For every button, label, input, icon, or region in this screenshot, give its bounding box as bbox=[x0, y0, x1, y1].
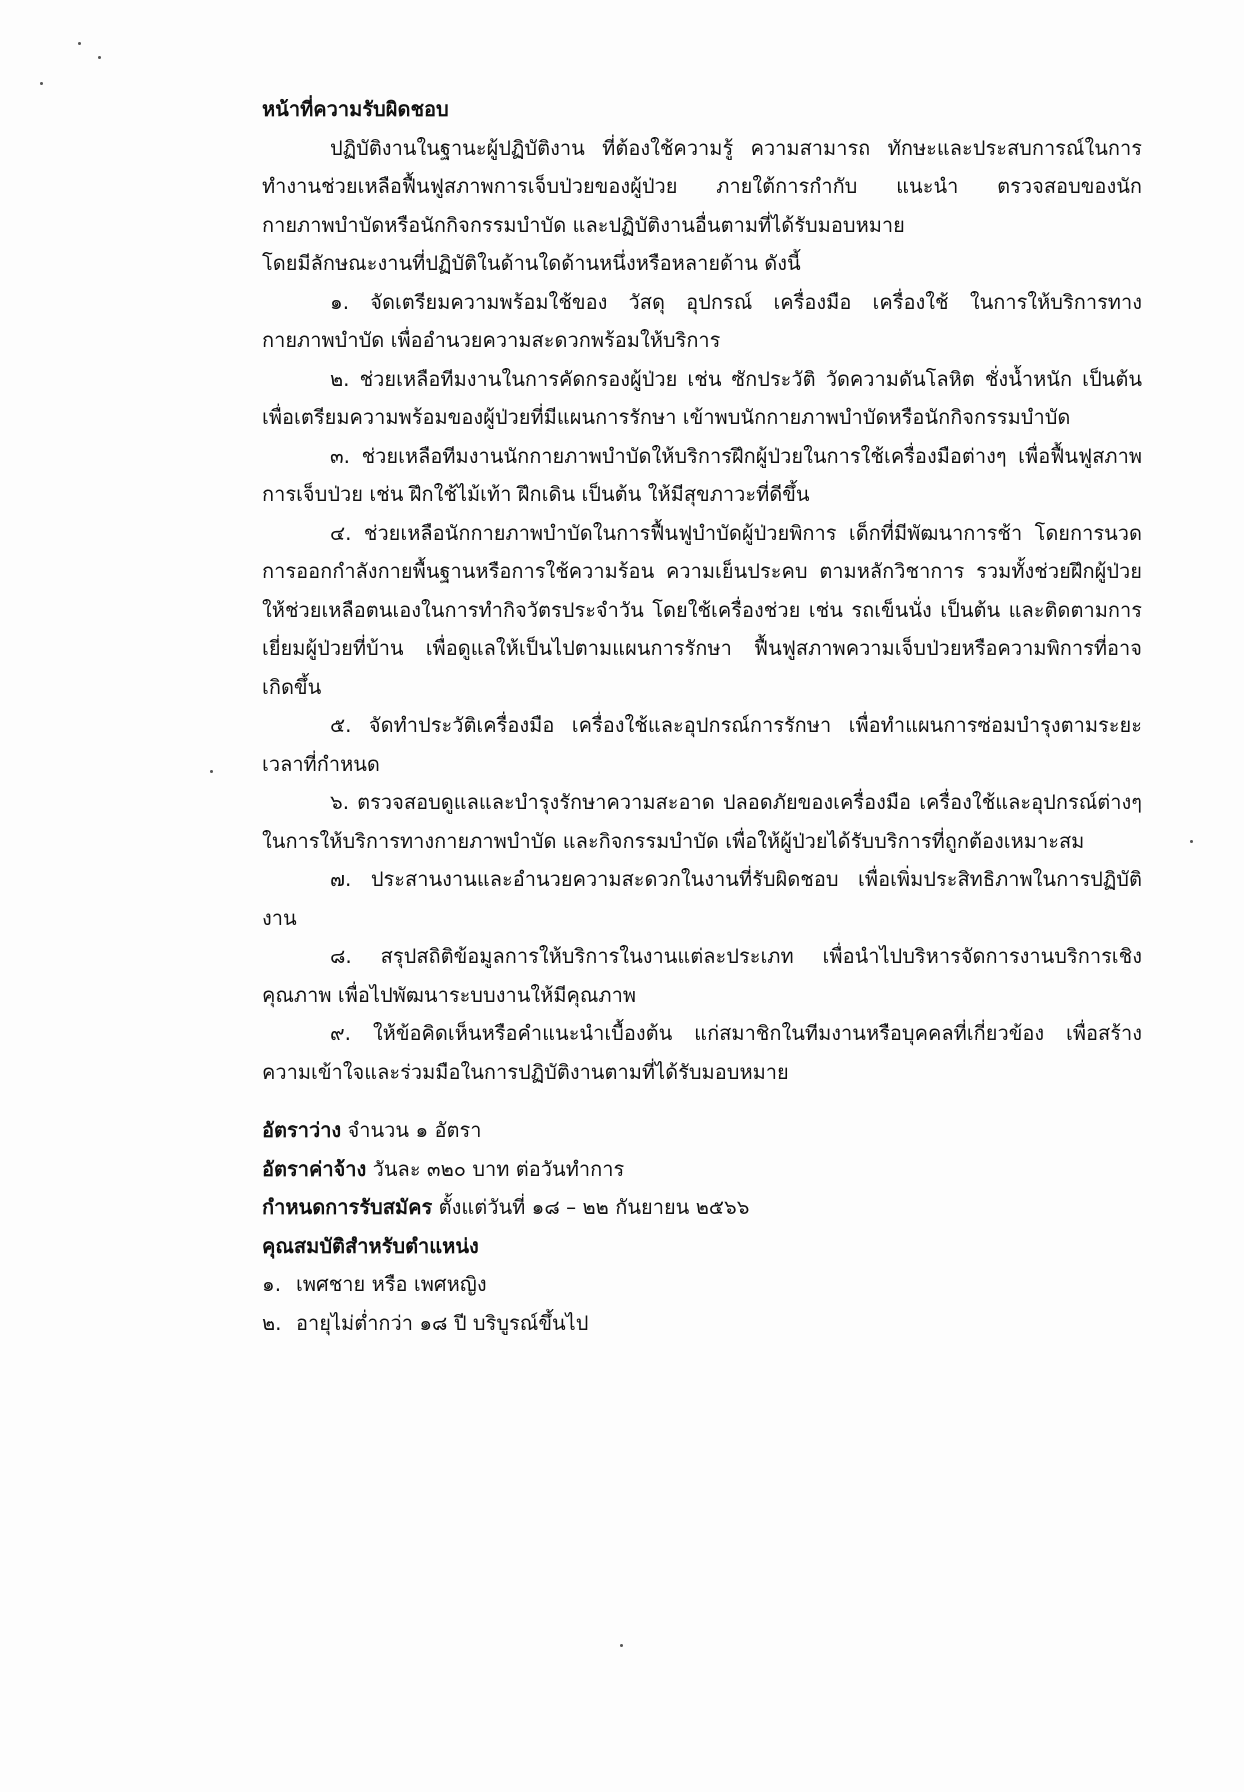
duty-item: ๘. สรุปสถิติข้อมูลการให้บริการในงานแต่ละประเภท เพื่อนำไปบริหารจัดการงานบริการเชิงคุณภาพ เพื่อไปพัฒนาระบบงานให้มีคุณภาพ bbox=[262, 944, 1142, 1007]
vacancy-line bbox=[262, 1111, 1142, 1150]
duty-item: ๓. ช่วยเหลือทีมงานนักกายภาพบำบัดให้บริการฝึกผู้ป่วยในการใช้เครื่องมือต่างๆ เพื่อฟื้นฟูสภาพการเจ็บป่วย เช่น ฝึกใช้ไม้เท้า ฝึกเดิน เป็นต้น ให้มีสุขภาวะที่ดีขึ้น bbox=[262, 443, 1142, 506]
scan-speck bbox=[98, 56, 101, 59]
application-period-value: ตั้งแต่วันที่ ๑๘ – ๒๒ กันยายน ๒๕๖๖ bbox=[432, 1195, 750, 1219]
qualification-number: ๑. bbox=[262, 1272, 282, 1296]
application-period-label: กำหนดการรับสมัคร bbox=[262, 1195, 433, 1219]
duty-item: ๑. จัดเตรียมความพร้อมใช้ของ วัสดุ อุปกรณ์ เครื่องมือ เครื่องใช้ ในการให้บริการทางกายภาพบำบัด เพื่ออำนวยความสะดวกพร้อมให้บริการ bbox=[262, 289, 1142, 352]
section-gap bbox=[262, 1091, 1142, 1111]
vacancy-value: จำนวน ๑ อัตรา bbox=[341, 1118, 482, 1142]
duties-heading: หน้าที่ความรับผิดชอบ bbox=[262, 97, 449, 121]
scan-speck bbox=[620, 1644, 623, 1647]
scan-speck bbox=[1190, 840, 1193, 843]
duties-intro: ปฏิบัติงานในฐานะผู้ปฏิบัติงาน ที่ต้องใช้ความรู้ ความสามารถ ทักษะและประสบการณ์ในการทำงานช่วยเหลือฟื้นฟูสภาพการเจ็บป่วยของผู้ป่วย ภายใต้การกำกับ แนะนำ ตรวจสอบของนักกายภาพบำบัดหรือนักกิจกรรมบำบัด และปฏิบัติงานอื่นตามที่ได้รับมอบหมาย bbox=[262, 135, 1142, 237]
qualification-text: เพศชาย หรือ เพศหญิง bbox=[296, 1272, 487, 1296]
duty-item: ๙. ให้ข้อคิดเห็นหรือคำแนะนำเบื้องต้น แก่สมาชิกในทีมงานหรือบุคคลที่เกี่ยวข้อง เพื่อสร้างความเข้าใจและร่วมมือในการปฏิบัติงานตามที่ได้รับมอบหมาย bbox=[262, 1021, 1142, 1084]
duty-item: ๗. ประสานงานและอำนวยความสะดวกในงานที่รับผิดชอบ เพื่อเพิ่มประสิทธิภาพในการปฏิบัติงาน bbox=[262, 867, 1142, 930]
duty-item: ๔. ช่วยเหลือนักกายภาพบำบัดในการฟื้นฟูบำบัดผู้ป่วยพิการ เด็กที่มีพัฒนาการช้า โดยการนวดการออกกำลังกายพื้นฐานหรือการใช้ความร้อน ความเย็นประคบ ตามหลักวิชาการ รวมทั้งช่วยฝึกผู้ป่วยให้ช่วยเหลือตนเองในการทำกิจวัตรประจำวัน โดยใช้เครื่องช่วย เช่น รถเข็นนั่ง เป็นต้น และติดตามการเยี่ยมผู้ป่วยที่บ้าน เพื่อดูแลให้เป็นไปตามแผนการรักษา ฟื้นฟูสภาพความเจ็บป่วยหรือความพิการที่อาจเกิดขึ้น bbox=[262, 520, 1142, 699]
duties-intro-tail: โดยมีลักษณะงานที่ปฏิบัติในด้านใดด้านหนึ่งหรือหลายด้าน ดังนี้ bbox=[262, 251, 801, 275]
qualification-item bbox=[262, 1304, 1142, 1343]
document-body bbox=[262, 90, 1142, 1342]
scan-speck bbox=[40, 82, 43, 85]
vacancy-label: อัตราว่าง bbox=[262, 1118, 342, 1142]
scan-speck bbox=[210, 770, 213, 773]
wage-line bbox=[262, 1150, 1142, 1189]
duty-item: ๒. ช่วยเหลือทีมงานในการคัดกรองผู้ป่วย เช่น ซักประวัติ วัดความดันโลหิต ชั่งน้ำหนัก เป็นต้น เพื่อเตรียมความพร้อมของผู้ป่วยที่มีแผนการรักษา เข้าพบนักกายภาพบำบัดหรือนักกิจกรรมบำบัด bbox=[262, 366, 1142, 429]
duty-item: ๖. ตรวจสอบดูแลและบำรุงรักษาความสะอาด ปลอดภัยของเครื่องมือ เครื่องใช้และอุปกรณ์ต่างๆ ในการให้บริการทางกายภาพบำบัด และกิจกรรมบำบัด เพื่อให้ผู้ป่วยได้รับบริการที่ถูกต้องเหมาะสม bbox=[262, 790, 1142, 853]
scan-speck bbox=[78, 42, 81, 45]
wage-label: อัตราค่าจ้าง bbox=[262, 1156, 367, 1181]
duty-item: ๕. จัดทำประวัติเครื่องมือ เครื่องใช้และอุปกรณ์การรักษา เพื่อทำแผนการซ่อมบำรุงตามระยะเวลาที่กำหนด bbox=[262, 713, 1142, 776]
qualification-number: ๒. bbox=[262, 1310, 282, 1335]
wage-value: วันละ ๓๒๐ บาท ต่อวันทำการ bbox=[366, 1156, 625, 1181]
application-period-line bbox=[262, 1188, 1142, 1227]
qualification-text: อายุไม่ต่ำกว่า ๑๘ ปี บริบูรณ์ขึ้นไป bbox=[296, 1310, 589, 1335]
qualifications-heading: คุณสมบัติสำหรับตำแหน่ง bbox=[262, 1233, 479, 1258]
qualification-item bbox=[262, 1265, 1142, 1304]
